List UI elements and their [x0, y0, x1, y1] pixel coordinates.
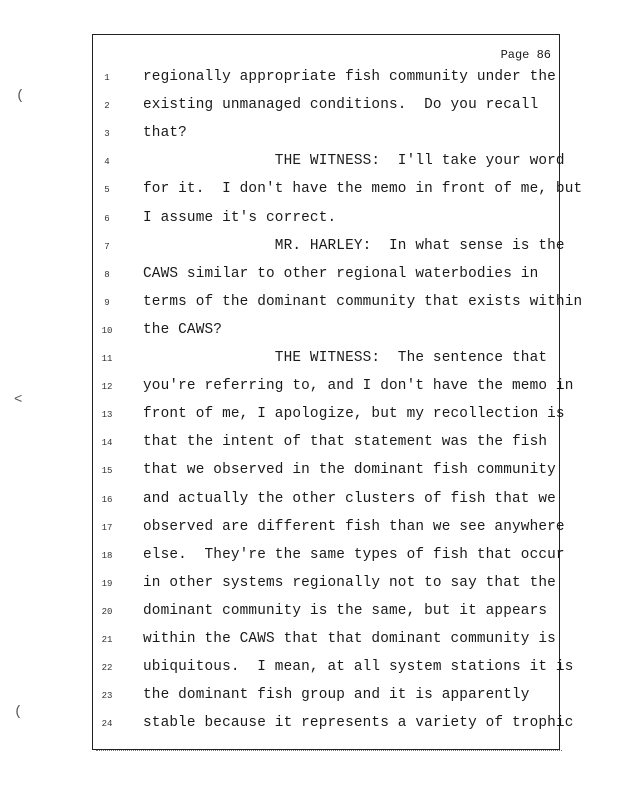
line-text: that?	[143, 125, 187, 142]
line-number: 12	[101, 382, 113, 393]
transcript-line	[93, 153, 565, 181]
transcript-line	[93, 125, 561, 153]
line-text: observed are different fish than we see anywhere	[143, 518, 565, 535]
line-text: in other systems regionally not to say that the	[143, 574, 556, 591]
line-text: MR. HARLEY: In what sense is the	[143, 237, 565, 254]
line-number: 4	[104, 157, 110, 168]
line-text: and actually the other clusters of fish that we	[143, 490, 556, 507]
line-text: else. They're the same types of fish that occur	[143, 546, 565, 563]
scan-artifact: (	[14, 704, 23, 720]
line-text: the CAWS?	[143, 321, 223, 338]
transcript-line	[93, 266, 561, 294]
line-text: regionally appropriate fish community under the	[143, 69, 556, 85]
line-text: THE WITNESS: The sentence that	[143, 350, 548, 366]
line-number: 15	[101, 466, 113, 477]
transcript-line	[93, 406, 565, 434]
line-text: you're referring to, and I don't have the memo in	[143, 378, 574, 395]
line-number: 1	[104, 73, 110, 83]
line-number: 8	[104, 269, 110, 280]
line-number: 24	[101, 719, 113, 730]
line-number: 23	[101, 691, 113, 702]
transcript-line	[93, 715, 574, 743]
line-number: 7	[104, 241, 110, 252]
line-number: 18	[101, 550, 113, 561]
transcript-line	[93, 322, 561, 350]
line-text: stable because it represents a variety of trophic	[143, 715, 574, 732]
line-number: 2	[104, 101, 110, 112]
line-text: front of me, I apologize, but my recollection is	[143, 406, 565, 423]
line-number: 16	[101, 494, 113, 505]
line-text: that the intent of that statement was the fish	[143, 434, 548, 451]
transcript-line	[93, 237, 565, 266]
line-number: 6	[104, 213, 110, 224]
line-text: for it. I don't have the memo in front of me, but	[143, 181, 583, 198]
scan-artifact: (	[16, 88, 25, 104]
line-text: within the CAWS that that dominant community is	[143, 631, 556, 647]
line-text: I assume it's correct.	[143, 209, 337, 226]
transcript-line	[93, 69, 561, 97]
line-number: 17	[101, 522, 113, 533]
line-text: existing unmanaged conditions. Do you recall	[143, 97, 539, 114]
transcript-line	[93, 462, 561, 490]
transcript-page	[92, 34, 583, 750]
line-text: that we observed in the dominant fish community	[143, 462, 556, 479]
line-number: 13	[101, 410, 113, 421]
transcript-line	[93, 603, 561, 631]
line-number: 3	[104, 129, 110, 140]
line-number: 11	[101, 354, 113, 364]
transcript-line	[93, 378, 574, 406]
transcript-line	[93, 575, 561, 603]
line-text: dominant community is the same, but it appears	[143, 602, 548, 619]
line-number: 20	[101, 606, 113, 617]
line-number: 14	[101, 438, 113, 449]
transcript-line	[93, 293, 583, 322]
line-text: ubiquitous. I mean, at all system stations it is	[143, 659, 574, 676]
line-text: THE WITNESS: I'll take your word	[143, 153, 565, 170]
line-number: 19	[101, 578, 113, 589]
transcript-line	[93, 687, 561, 715]
transcript-line	[93, 491, 561, 519]
transcript-line	[93, 350, 561, 378]
transcript-line	[93, 518, 565, 547]
scan-artifact: <	[14, 392, 23, 408]
transcript-line	[93, 181, 583, 209]
transcript-line	[93, 546, 565, 575]
transcript-line	[93, 434, 561, 462]
line-number: 22	[101, 663, 113, 674]
line-number: 9	[104, 297, 110, 308]
line-number: 5	[104, 185, 110, 196]
transcript-line	[93, 97, 561, 125]
transcript-line	[93, 210, 561, 238]
transcript-line	[93, 659, 574, 687]
line-number: 10	[101, 325, 113, 336]
page-number: Page 86	[500, 48, 551, 62]
page-bottom-edge	[96, 750, 562, 754]
line-text: CAWS similar to other regional waterbodies in	[143, 265, 539, 282]
line-number: 21	[101, 635, 113, 645]
line-text: the dominant fish group and it is apparently	[143, 687, 530, 704]
transcript-line	[93, 631, 561, 659]
line-text: terms of the dominant community that exists within	[143, 293, 583, 310]
